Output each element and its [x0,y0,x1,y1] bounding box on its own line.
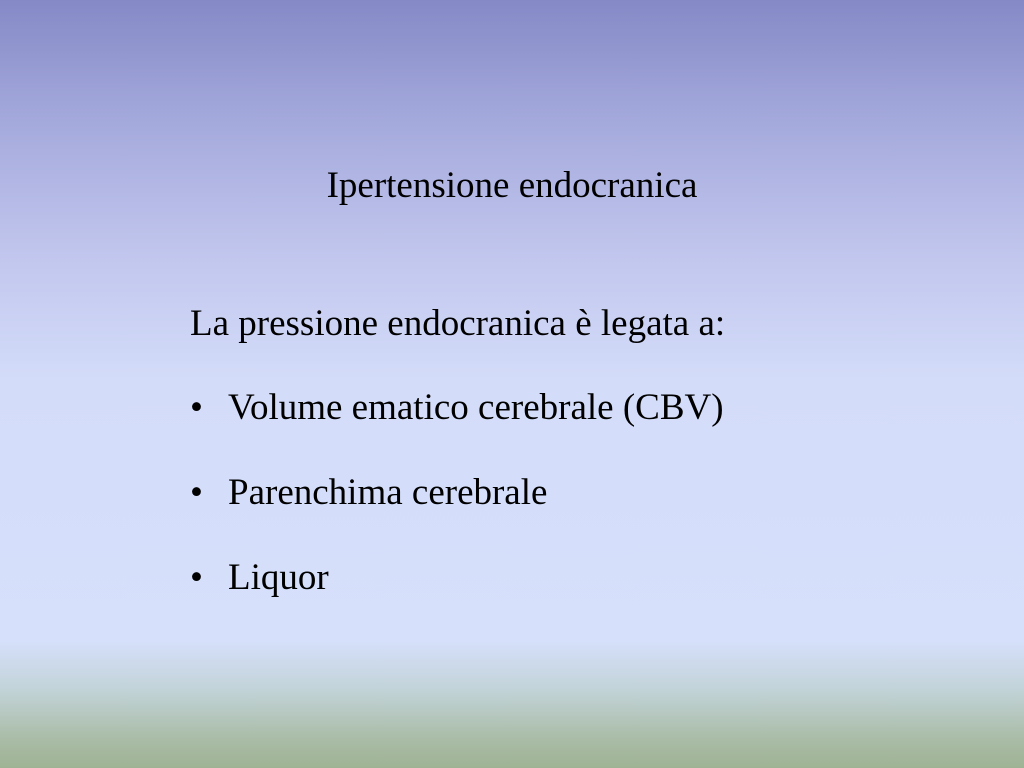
bullet-text: Parenchima cerebrale [228,472,548,513]
bullet-icon: • [190,472,203,513]
bullet-text: Volume ematico cerebrale (CBV) [228,387,724,428]
list-item [190,554,724,639]
bullet-icon: • [190,387,203,428]
bullet-list [190,384,724,639]
intro-text: La pressione endocranica è legata a: [190,303,726,344]
list-item [190,384,724,469]
bullet-icon: • [190,557,203,598]
bullet-text: Liquor [228,557,329,598]
slide-title: Ipertensione endocranica [326,165,698,206]
list-item [190,469,724,554]
